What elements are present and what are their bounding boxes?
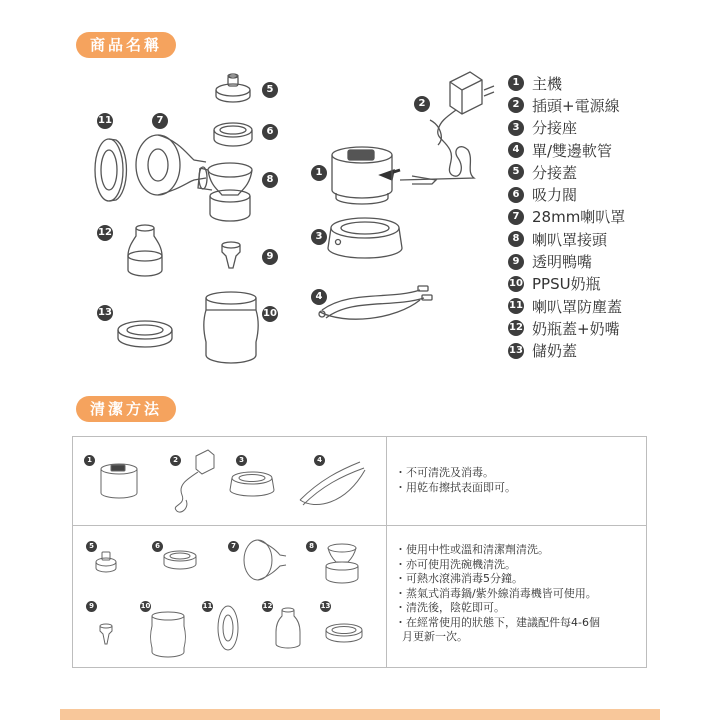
note-line: ・不可清洗及消毒。: [395, 466, 494, 479]
legend-number: 3: [508, 120, 524, 136]
note-line: ・可熱水滾沸消毒5分鐘。: [395, 572, 523, 585]
legend-number: 5: [508, 164, 524, 180]
cleaning-bottle-illustration: [151, 612, 186, 657]
cleaning-duckbill-illustration: [100, 624, 112, 644]
note-line: ・在經常使用的狀態下，建議配件每4-6個: [395, 615, 600, 629]
cleaning-flange-cover-illustration: [218, 606, 238, 650]
note-line: ・亦可使用洗碗機清洗。: [395, 557, 516, 571]
legend-label: 28mm喇叭罩: [532, 208, 626, 227]
legend-label: 插頭+電源線: [532, 96, 620, 115]
callout-badge-1: 1: [311, 165, 327, 181]
cleaning-bottle-cap-illustration: [276, 608, 300, 648]
callout-badge-9: 9: [262, 249, 278, 265]
cleaning-badge-10: 10: [140, 602, 151, 610]
cleaning-connector-illustration: [326, 544, 358, 583]
legend-number: 1: [508, 75, 524, 91]
legend-number: 6: [508, 187, 524, 203]
legend-label: 分接蓋: [532, 163, 578, 182]
legend-label: 喇叭罩接頭: [532, 230, 608, 249]
legend-label: 透明鴨嘴: [532, 253, 593, 272]
cleaning-badge-6: 6: [152, 541, 163, 552]
callout-badge-13: 13: [97, 305, 113, 321]
cleaning-badge-12: 12: [262, 602, 273, 610]
legend-label: 單/雙邊軟管: [532, 141, 613, 160]
callout-badge-6: 6: [262, 124, 278, 140]
legend-label: 主機: [532, 74, 563, 93]
note-line: 月更新一次。: [395, 630, 468, 643]
cleaning-cap-illustration: [96, 552, 116, 572]
cleaning-main-unit-illustration: [101, 464, 137, 498]
legend-label: 吸力閥: [532, 186, 578, 205]
cleaning-storage-lid-illustration: [326, 624, 362, 642]
legend-number: 4: [508, 142, 524, 158]
cleaning-shield-illustration: [244, 540, 286, 580]
cleaning-badge-4: 4: [314, 455, 325, 466]
cleaning-badge-11: 11: [202, 602, 213, 610]
legend-number: 11: [508, 298, 524, 314]
cleaning-badge-2: 2: [170, 455, 181, 466]
cleaning-notes-row2: [395, 543, 600, 645]
legend-label: 分接座: [532, 119, 578, 138]
callout-badge-2: 2: [414, 96, 430, 112]
cleaning-base-illustration: [230, 472, 274, 496]
legend-label: 儲奶蓋: [532, 342, 578, 361]
cleaning-badge-8: 8: [306, 541, 317, 552]
legend-label: 奶瓶蓋+奶嘴: [532, 319, 620, 338]
cleaning-notes-row1: [395, 466, 516, 495]
cleaning-badge-9: 9: [86, 601, 97, 612]
legend-number: 9: [508, 254, 524, 270]
callout-badge-7: 7: [152, 113, 168, 129]
callout-badge-8: 8: [262, 172, 278, 188]
callout-badge-3: 3: [311, 229, 327, 245]
legend-number: 2: [508, 97, 524, 113]
callout-badge-11: 11: [97, 113, 113, 129]
bottom-accent-bar: [60, 709, 660, 720]
legend-number: 12: [508, 320, 524, 336]
legend-number: 13: [508, 343, 524, 359]
cleaning-badge-1: 1: [84, 455, 95, 466]
legend-number: 7: [508, 209, 524, 225]
note-line: ・使用中性或溫和清潔劑清洗。: [395, 543, 549, 556]
legend-number: 10: [508, 276, 524, 292]
cleaning-badge-3: 3: [236, 455, 247, 466]
cleaning-plug-illustration: [175, 450, 214, 512]
legend-label: PPSU奶瓶: [532, 275, 601, 294]
callout-badge-10: 10: [262, 306, 278, 322]
note-line: ・蒸氣式消毒鍋/紫外線消毒機皆可使用。: [395, 586, 597, 600]
callout-badge-12: 12: [97, 225, 113, 241]
section-title-product-names: 商品名稱: [76, 32, 176, 58]
callout-badge-4: 4: [311, 289, 327, 305]
legend-label: 喇叭罩防塵蓋: [532, 297, 623, 316]
cleaning-badge-13: 13: [320, 602, 331, 610]
legend-number: 8: [508, 231, 524, 247]
cleaning-badge-7: 7: [228, 541, 239, 552]
cleaning-tube-illustration: [300, 462, 365, 505]
callout-badge-5: 5: [262, 82, 278, 98]
cleaning-valve-illustration: [164, 551, 196, 569]
note-line: ・清洗後，陰乾即可。: [395, 601, 505, 614]
cleaning-badge-5: 5: [86, 541, 97, 552]
section-title-cleaning-method: 清潔方法: [76, 396, 176, 422]
note-line: ・用乾布擦拭表面即可。: [395, 480, 516, 494]
